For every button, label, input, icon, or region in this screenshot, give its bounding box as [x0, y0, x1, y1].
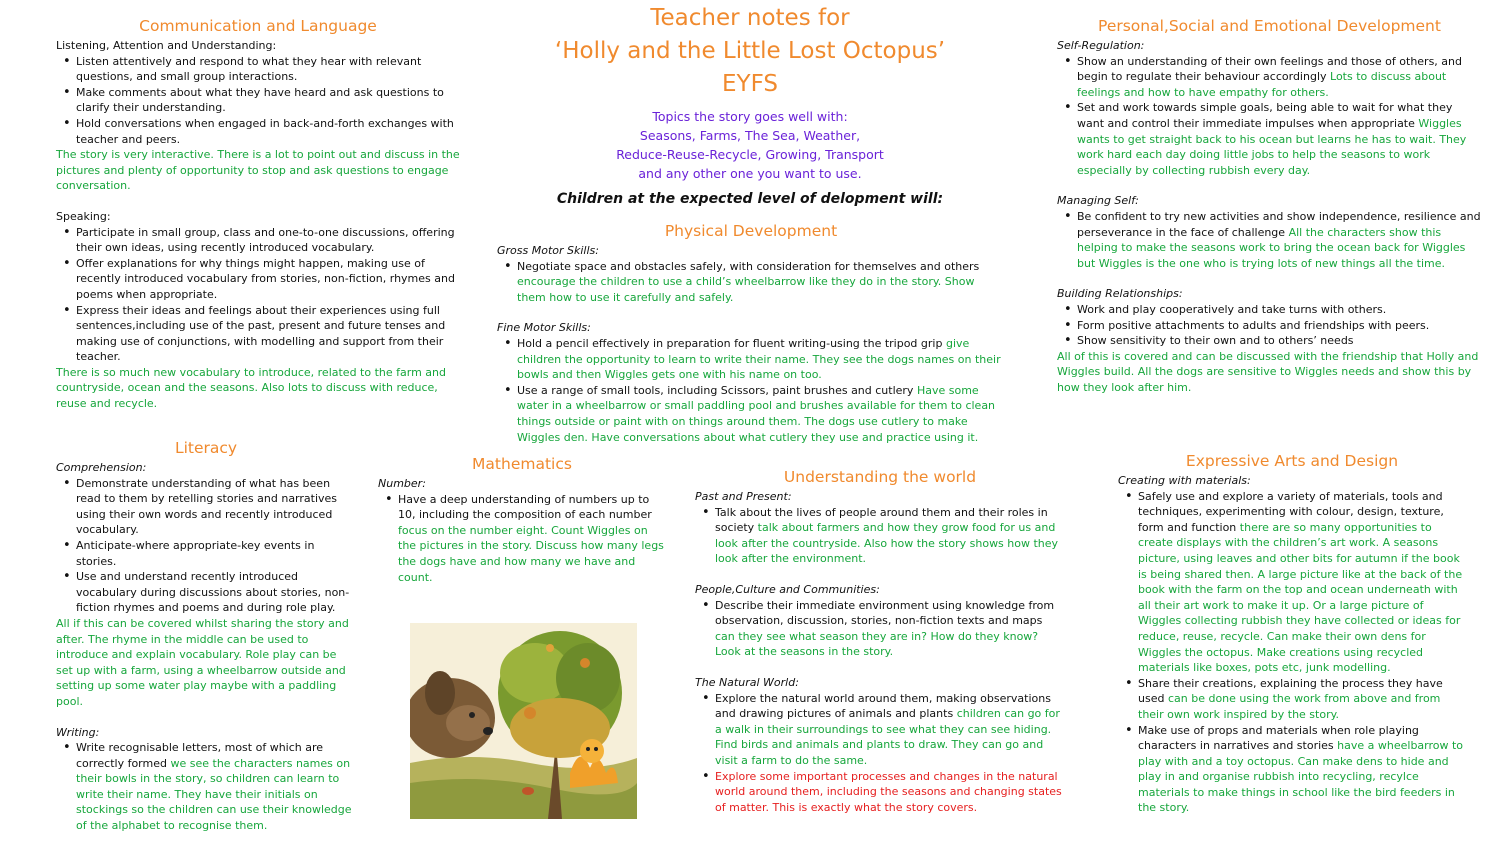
- teacher-note: have a wheelbarrow to play with and a toy octopus. Can make dens to hide and play in and organise rubbish into recycling, recylce materials to make things in school like the bird feeders in the story.: [1138, 739, 1464, 815]
- subheading: Fine Motor Skills:: [497, 321, 591, 335]
- list-item: • Form positive attachments to adults and friendships with peers.: [1077, 318, 1482, 334]
- subheading: Speaking:: [56, 209, 111, 223]
- section-title: Communication and Language: [139, 17, 377, 35]
- subheading: Comprehension:: [56, 461, 147, 474]
- list-item: [1138, 489, 1466, 676]
- item-text: Negotiate space and obstacles safely, with consideration for themselves and others: [517, 259, 980, 273]
- teacher-note: All the characters show this helping to make the seasons work to bring the ocean back for Wiggles but Wiggles is the one who is trying lots of new things all the time.: [1077, 225, 1466, 270]
- item-text: Share their creations, explaining the process they have used: [1138, 676, 1443, 706]
- list-item: [715, 598, 1065, 660]
- section-title: Physical Development: [664, 222, 838, 240]
- item-text: Hold a pencil effectively in preparation for fluent writing-using the tripod grip: [517, 336, 943, 350]
- list-item: [517, 259, 1005, 306]
- bullet-list: [497, 259, 1005, 306]
- subheading: Self-Regulation:: [1057, 39, 1145, 52]
- teacher-note: can be done using the work from above and from their own work inspired by the story.: [1138, 692, 1441, 721]
- highlight-text: Explore some important processes and changes in the natural world around them, including the seasons and changing states of matter.: [715, 769, 1062, 814]
- list-item: • Work and play cooperatively and take turns with others.: [1077, 302, 1482, 318]
- section-title: Personal,Social and Emotional Development: [1098, 17, 1441, 35]
- list-item: [1077, 209, 1482, 271]
- list-item: [1138, 723, 1466, 817]
- page-title-line-3: EYFS: [721, 71, 778, 97]
- teacher-note: give children the opportunity to learn to write their name. They see the dogs names on their bowls and then Wiggles gets one with his name on too.: [517, 336, 1001, 382]
- section-title: Literacy: [174, 439, 238, 457]
- header: [520, 2, 980, 207]
- teacher-note: There is so much new vocabulary to introduce, related to the farm and countryside, ocean and the seasons. Also lots to discuss with reduce, reuse and recycle.: [56, 365, 446, 411]
- list-item: • Demonstrate understanding of what has been read to them by retelling stories and narratives using their own words and recently introduced vocabulary.: [76, 476, 356, 538]
- list-item: [1138, 676, 1466, 723]
- item-text: Make use of props and materials when role playing characters in narratives and stories: [1138, 723, 1419, 753]
- section-title: Understanding the world: [783, 468, 977, 486]
- teacher-note: encourage the children to use a child’s wheelbarrow like they do in the story. Show them how to use it carefully and safely.: [517, 275, 975, 304]
- teacher-note: Wiggles wants to get straight back to his ocean but learns he has to wait. They work hard each day doing little jobs to help the seasons to work especially by collecting rubbish every day.: [1077, 116, 1467, 177]
- teacher-note: can they see what season they are in? How do they know? Look at the seasons in the story.: [715, 629, 1039, 659]
- list-item: [398, 492, 666, 586]
- bullet-list: [378, 492, 666, 586]
- expected-level-heading: Children at the expected level of delopment will:: [556, 191, 944, 207]
- item-text: Safely use and explore a variety of materials, tools and techniques, experimenting with colour, design, texture, form and function: [1138, 489, 1444, 534]
- story-illustration: [410, 623, 637, 819]
- list-item: [517, 336, 1005, 383]
- item-text: Have a deep understanding of numbers up to 10, including the composition of each number: [398, 492, 652, 522]
- teacher-note: The story is very interactive. There is a lot to point out and discuss in the pictures and plenty of opportunity to stop and ask questions to engage conversation.: [56, 148, 460, 193]
- subheading: The Natural World:: [695, 675, 799, 689]
- item-text: Talk about the lives of people around them and their roles in society: [715, 505, 1048, 535]
- list-item: • Hold conversations when engaged in back-and-forth exchanges with teacher and peers.: [76, 116, 460, 147]
- page-title-line-1: Teacher notes for: [650, 5, 850, 31]
- bullet-list: [1057, 302, 1482, 349]
- list-item: • Show sensitivity to their own and to others’ needs: [1077, 333, 1482, 349]
- section-physical: [497, 221, 1005, 445]
- list-item: • Make comments about what they have heard and ask questions to clarify their understanding.: [76, 85, 460, 116]
- topics-line: Reduce-Reuse-Recycle, Growing, Transport: [616, 147, 884, 162]
- bullet-list: [1057, 209, 1482, 271]
- section-title: Expressive Arts and Design: [1185, 452, 1399, 470]
- item-text: Explore the natural world around them, making observations and drawing pictures of animals and plants: [715, 691, 1051, 721]
- teacher-note: All of this is covered and can be discussed with the friendship that Holly and Wiggles build. All the dogs are sensitive to Wiggles needs and show this by how they look after him.: [1057, 349, 1479, 394]
- list-item: [1077, 100, 1482, 178]
- subheading: Creating with materials:: [1118, 474, 1251, 487]
- item-text: Write recognisable letters, most of which are correctly formed: [76, 741, 324, 770]
- bullet-list: [56, 225, 460, 365]
- subheading: Listening, Attention and Understanding:: [56, 39, 277, 52]
- item-text: Set and work towards simple goals, being able to wait for what they want and control their immediate impulses when appropriate: [1077, 101, 1453, 130]
- topics-line: Topics the story goes well with:: [652, 109, 848, 124]
- list-item: [517, 383, 1005, 445]
- list-item: • Express their ideas and feelings about their experiences using full sentences,including use of the past, present and future tenses and making use of conjunctions, with modelling and support from their teacher.: [76, 303, 460, 365]
- bullet-list: [497, 336, 1005, 445]
- teacher-note: This is exactly what the story covers.: [772, 800, 978, 814]
- list-item: • Use and understand recently introduced vocabulary during discussions about stories, non-fiction rhymes and poems and during role play.: [76, 569, 356, 616]
- item-text: Describe their immediate environment using knowledge from observation, discussion, stories, non-fiction texts and maps: [715, 598, 1055, 628]
- list-item: • Anticipate-where appropriate-key events in stories.: [76, 538, 356, 569]
- subheading: Building Relationships:: [1057, 287, 1183, 301]
- section-expressive-arts: [1118, 451, 1466, 816]
- teacher-note: focus on the number eight. Count Wiggles on the pictures in the story. Discuss how many legs the dogs have and how many we have and count.: [398, 523, 664, 584]
- teacher-note: Lots to discuss about feelings and how to have empathy for others.: [1077, 70, 1447, 99]
- teacher-note: Have some water in a wheelbarrow or small paddling pool and brushes available for them to clean things outside or paint with on things around them. The dogs use cutlery to make Wiggles den. Have conversations about what cutlery they use and practice using it.: [517, 383, 996, 444]
- topics-line: Seasons, Farms, The Sea, Weather,: [639, 128, 861, 143]
- list-item: • Participate in small group, class and one-to-one discussions, offering their own ideas, using recently introduced vocabulary.: [76, 225, 460, 256]
- section-title: Mathematics: [472, 455, 572, 473]
- bullet-list: [56, 740, 356, 834]
- bullet-list: [1118, 489, 1466, 816]
- list-item: • Offer explanations for why things might happen, making use of recently introduced vocabulary from stories, non-fiction, rhymes and poems when appropriate.: [76, 256, 460, 303]
- teacher-note: we see the characters names on their bowls in the story, so children can learn to write their name. They have their initials on stockings so the children can use their knowledge of the alphabet to recognise them.: [76, 756, 352, 833]
- item-text: Show an understanding of their own feelings and those of others, and begin to regulate their behaviour accordingly: [1077, 54, 1462, 84]
- list-item: [715, 769, 1065, 816]
- teacher-note: there are so many opportunities to create displays with the children’s art work. A seasons picture, using leaves and other bits for autumn if the book is being shared then. A large picture like at the back of the book with the farm on the top and ocean underneath with all their art work to make it up. Or a large picture of Wiggles collecting rubbish they have collected or ideas for reduce, reuse, recycle. Can make their own dens for Wiggles the octopus. Make creations using recycled materials like boxes, pots etc, junk modelling.: [1138, 520, 1463, 675]
- subheading: Gross Motor Skills:: [497, 244, 599, 257]
- list-item: [715, 691, 1065, 769]
- section-communication: [56, 16, 460, 412]
- bullet-list: [1057, 54, 1482, 179]
- bullet-list: [695, 691, 1065, 816]
- page-title-line-2: ‘Holly and the Little Lost Octopus’: [554, 38, 946, 64]
- subheading: Managing Self:: [1057, 194, 1139, 208]
- item-text: Use a range of small tools, including Scissors, paint brushes and cutlery: [517, 383, 914, 397]
- subheading: Writing:: [56, 725, 100, 739]
- list-item: [76, 740, 356, 834]
- list-item: [1077, 54, 1482, 101]
- bullet-list: [695, 505, 1065, 567]
- section-mathematics: [378, 454, 666, 585]
- section-literacy: [56, 438, 356, 834]
- topics-line: and any other one you want to use.: [638, 166, 862, 181]
- list-item: [715, 505, 1065, 567]
- section-understanding-world: [695, 467, 1065, 815]
- bullet-list: [695, 598, 1065, 660]
- subheading: Past and Present:: [695, 490, 792, 503]
- subheading: Number:: [378, 477, 426, 490]
- subheading: People,Culture and Communities:: [695, 582, 880, 596]
- teacher-note: All if this can be covered whilst sharing the story and after. The rhyme in the middle can be used to introduce and explain vocabulary. Role play can be set up with a farm, using a wheelbarrow outside and setting up some water play maybe with a paddling pool.: [56, 616, 349, 708]
- teacher-note: children can go for a walk in their surroundings to see what they can see hiding. Find birds and animals and plants to draw. They can go and visit a farm to do the same.: [715, 707, 1060, 767]
- section-pse: [1057, 16, 1482, 395]
- list-item: • Listen attentively and respond to what they hear with relevant questions, and small group interactions.: [76, 54, 460, 85]
- bullet-list: [56, 476, 356, 616]
- topics-block: [520, 107, 980, 183]
- teacher-note: talk about farmers and how they grow food for us and look after the countryside. Also how the story shows how they look after the environment.: [715, 521, 1059, 566]
- bullet-list: [56, 54, 460, 148]
- dog-and-octopus-illustration: [410, 623, 637, 819]
- item-text: Be confident to try new activities and show independence, resilience and perseverance in the face of challenge: [1077, 209, 1481, 239]
